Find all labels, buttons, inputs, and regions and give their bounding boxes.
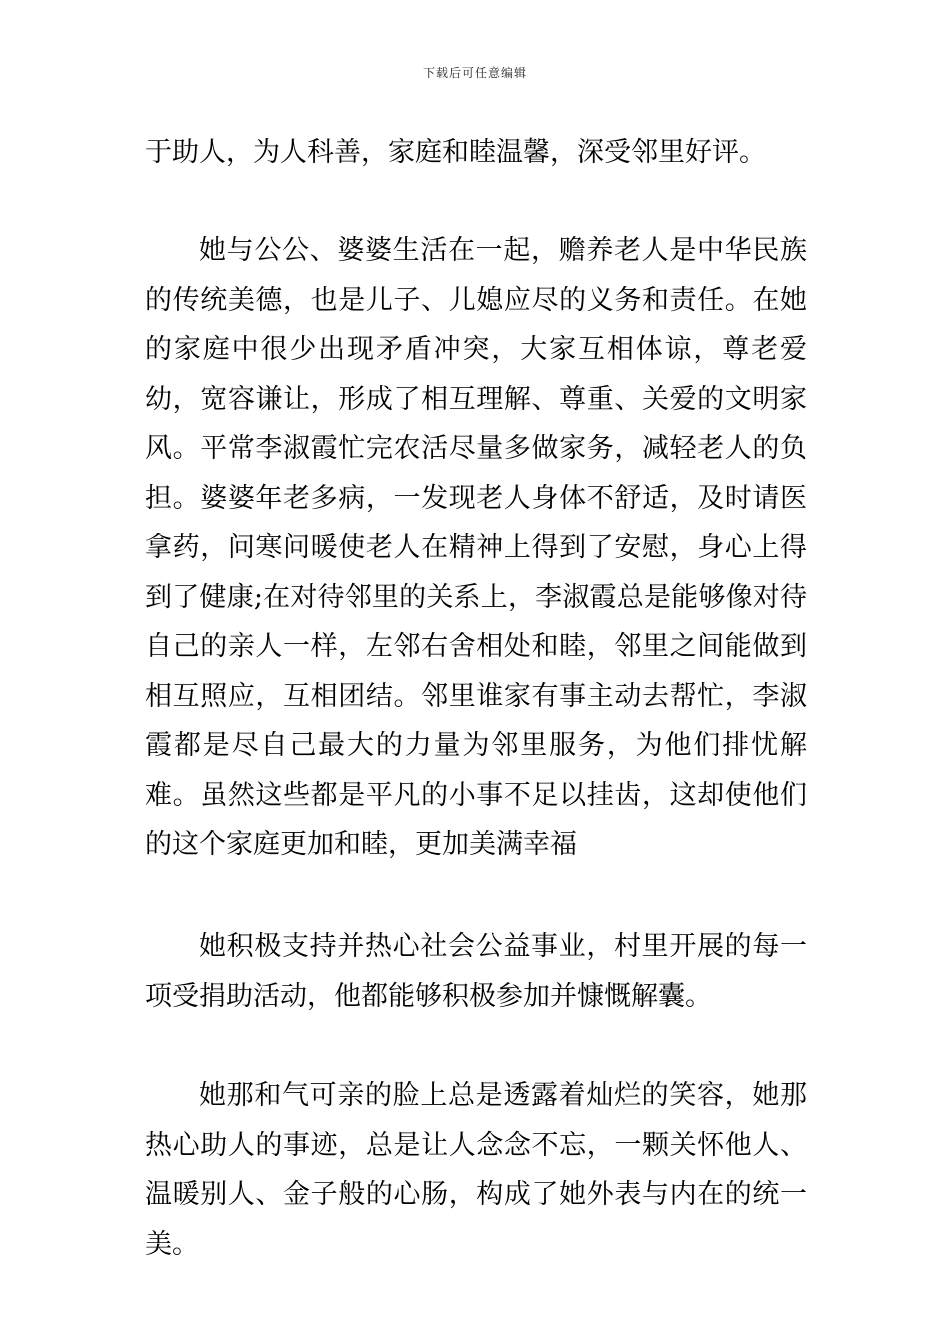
paragraph-public-welfare: 她积极支持并热心社会公益事业，村里开展的每一项受捐助活动，他都能够积极参加并慷慨解囊。 [145,931,807,1012]
paragraph-family-care: 她与公公、婆婆生活在一起，赡养老人是中华民族的传统美德，也是儿子、儿媳应尽的义务和责任。在她的家庭中很少出现矛盾冲突，大家互相体谅，尊老爱幼，宽容谦让，形成了相互理解、尊重、关爱的文明家风。平常李淑霞忙完农活尽量多做家务，减轻老人的负担。婆婆年老多病，一发现老人身体不舒适，及时请医拿药，问寒问暖使老人在精神上得到了安慰，身心上得到了健康;在对待邻里的关系上，李淑霞总是能够像对待自己的亲人一样，左邻右舍相处和睦，邻里之间能做到相互照应，互相团结。邻里谁家有事主动去帮忙，李淑霞都是尽自己最大的力量为邻里服务，为他们排忧解难。虽然这些都是平凡的小事不足以挂齿，这却使他们的这个家庭更加和睦，更加美满幸福 [145,235,807,860]
paragraph-character: 她那和气可亲的脸上总是透露着灿烂的笑容，她那热心助人的事迹，总是让人念念不忘，一颗关怀他人、温暖别人、金子般的心肠，构成了她外表与内在的统一美。 [145,1080,807,1260]
paragraph-continuation: 于助人，为人科善，家庭和睦温馨，深受邻里好评。 [145,137,766,168]
header-note: 下载后可任意编辑 [422,66,527,80]
